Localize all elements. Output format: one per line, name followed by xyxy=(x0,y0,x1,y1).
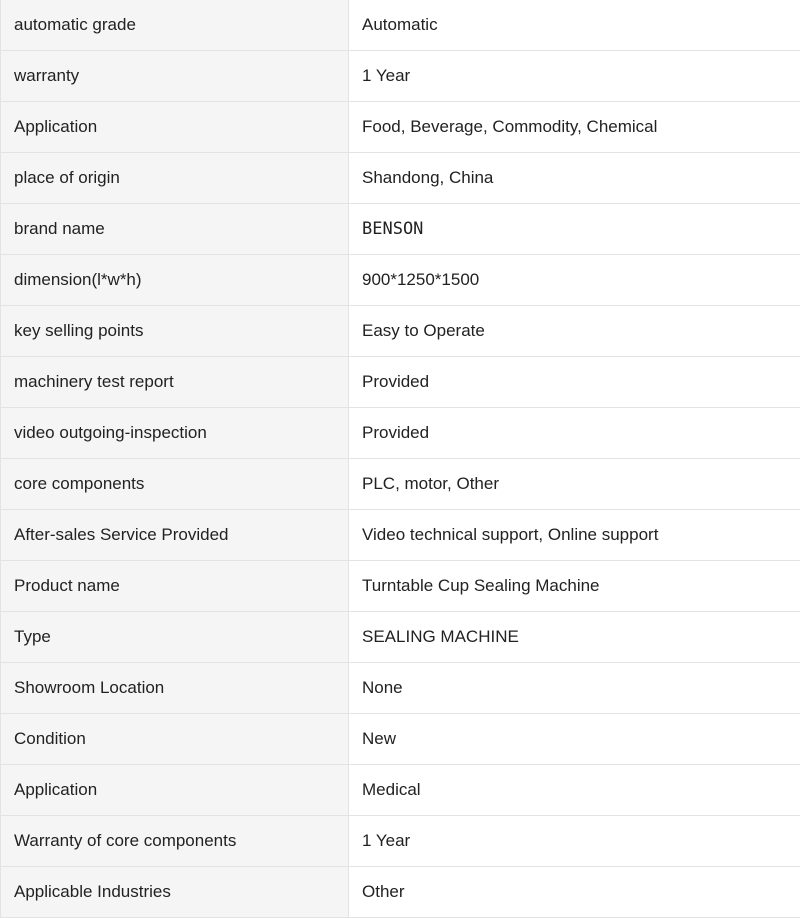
spec-label: Warranty of core components xyxy=(1,816,349,867)
table-row xyxy=(1,612,800,663)
table-row xyxy=(1,816,800,867)
spec-label: After-sales Service Provided xyxy=(1,510,349,561)
spec-value: Provided xyxy=(349,357,800,408)
spec-value: 1 Year xyxy=(349,51,800,102)
spec-label: key selling points xyxy=(1,306,349,357)
table-row xyxy=(1,765,800,816)
spec-label: automatic grade xyxy=(1,0,349,51)
spec-value: 1 Year xyxy=(349,816,800,867)
table-row xyxy=(1,459,800,510)
spec-value: New xyxy=(349,714,800,765)
spec-label: Application xyxy=(1,102,349,153)
table-row xyxy=(1,561,800,612)
table-row xyxy=(1,510,800,561)
table-row xyxy=(1,153,800,204)
spec-value: Easy to Operate xyxy=(349,306,800,357)
table-row xyxy=(1,255,800,306)
spec-label: core components xyxy=(1,459,349,510)
spec-value: Automatic xyxy=(349,0,800,51)
spec-label: Applicable Industries xyxy=(1,867,349,918)
spec-label: Showroom Location xyxy=(1,663,349,714)
spec-value: Food, Beverage, Commodity, Chemical xyxy=(349,102,800,153)
spec-value: 900*1250*1500 xyxy=(349,255,800,306)
spec-value: Provided xyxy=(349,408,800,459)
table-row xyxy=(1,51,800,102)
spec-label: Application xyxy=(1,765,349,816)
spec-label: warranty xyxy=(1,51,349,102)
table-row xyxy=(1,306,800,357)
spec-value: Other xyxy=(349,867,800,918)
spec-label: Condition xyxy=(1,714,349,765)
spec-label: place of origin xyxy=(1,153,349,204)
spec-label: machinery test report xyxy=(1,357,349,408)
table-row xyxy=(1,357,800,408)
spec-value: Turntable Cup Sealing Machine xyxy=(349,561,800,612)
table-row xyxy=(1,0,800,51)
table-row xyxy=(1,714,800,765)
spec-label: video outgoing-inspection xyxy=(1,408,349,459)
spec-label: brand name xyxy=(1,204,349,255)
spec-value: Video technical support, Online support xyxy=(349,510,800,561)
spec-value: Medical xyxy=(349,765,800,816)
spec-label: dimension(l*w*h) xyxy=(1,255,349,306)
spec-value: SEALING MACHINE xyxy=(349,612,800,663)
spec-value: None xyxy=(349,663,800,714)
spec-label: Type xyxy=(1,612,349,663)
spec-value: BENSON xyxy=(349,204,800,255)
table-row xyxy=(1,663,800,714)
table-row xyxy=(1,867,800,918)
spec-value: Shandong, China xyxy=(349,153,800,204)
spec-label: Product name xyxy=(1,561,349,612)
table-row xyxy=(1,204,800,255)
spec-value: PLC, motor, Other xyxy=(349,459,800,510)
table-row xyxy=(1,102,800,153)
table-row xyxy=(1,408,800,459)
